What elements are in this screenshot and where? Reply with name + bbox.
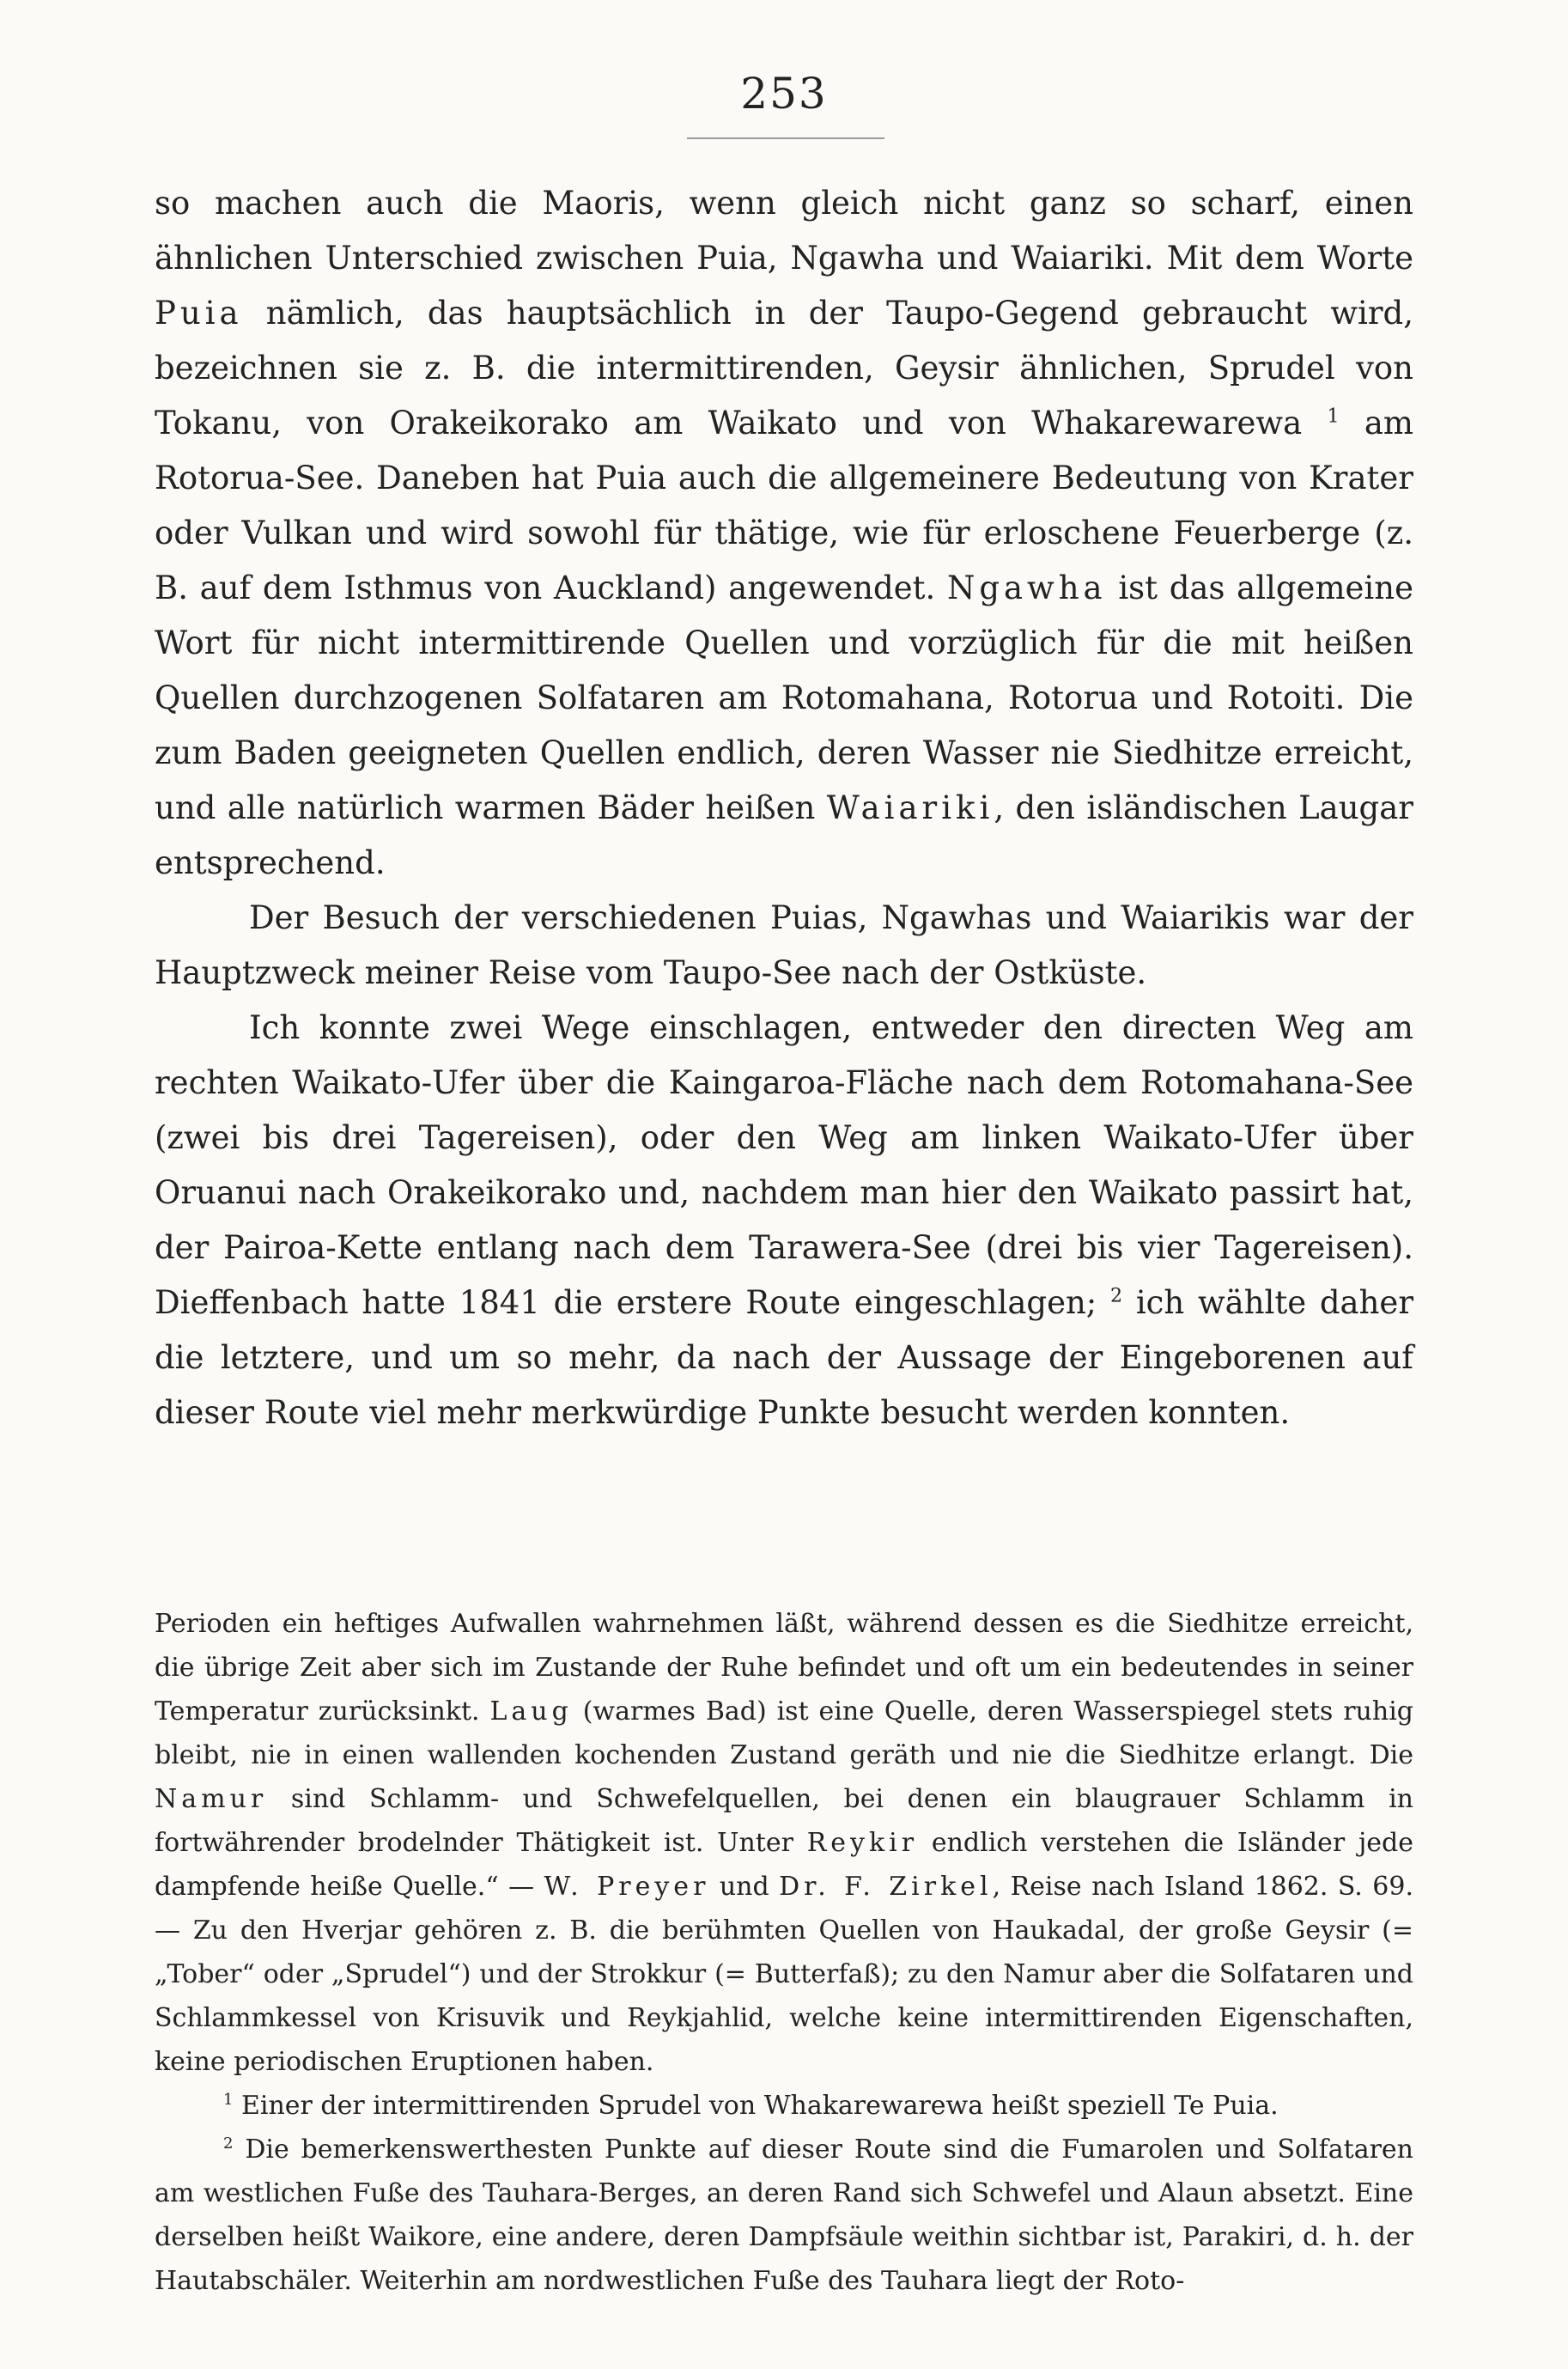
footnote-continuation: Perioden ein heftiges Aufwallen wahrnehmen läßt, während dessen es die Siedhitze erreicht, die übrige Zeit aber sich im Zustande der Ruhe befindet und oft um ein bedeutendes in seiner Temperatur zurücksinkt. Laug (warmes Bad) ist eine Quelle, deren Wasserspiegel stets ruhig bleibt, nie in einen wallenden kochenden Zustand geräth und nie die Siedhitze erlangt. Die Namur sind Schlamm- und Schwefelquellen, bei denen ein blaugrauer Schlamm in fortwährender brodelnder Thätigkeit ist. Unter Reykir endlich verstehen die Isländer jede dampfende heiße Quelle.“ — W. Preyer und Dr. F. Zirkel, Reise nach Island 1862. S. 69. — Zu den Hverjar gehören z. B. die berühmten Quellen von Haukadal, der große Geysir (= „Tober“ oder „Sprudel“) und der Strokkur (= Butterfaß); zu den Namur aber die Solfataren und Schlammkessel von Krisuvik und Reykjahlid, welche keine intermittirenden Eigenschaften, keine periodischen Eruptionen haben.: [155, 1609, 1413, 2077]
page-number: 253: [740, 69, 828, 119]
footnote-ref-2: 2: [1110, 1284, 1123, 1307]
paragraph-3: Ich konnte zwei Wege einschlagen, entweder den directen Weg am rechten Waikato-Ufer über die Kaingaroa-Fläche nach dem Rotomahana-See (zwei bis drei Tagereisen), oder den Weg am linken Waikato-Ufer über Oruanui nach Orakeikorako und, nachdem man hier den Waikato passirt hat, der Pairoa-Kette entlang nach dem Tarawera-See (drei bis vier Tagereisen). Dieffenbach hatte 1841 die erstere Route eingeschlagen; $^2$ ich wählte daher die letztere, und um so mehr, da nach der Aussage der Eingeborenen auf dieser Route viel mehr merkwürdige Punkte besucht werden konnten.: [155, 1009, 1414, 1431]
footnote-2: $^2$ Die bemerkenswerthesten Punkte auf dieser Route sind die Fumarolen und Solfataren am westlichen Fuße des Tauhara-Berges, an deren Rand sich Schwefel und Alaun absetzt. Eine derselben heißt Waikore, eine andere, deren Dampfsäule weithin sichtbar ist, Parakiri, d. h. der Hautabschäler. Weiterhin am nordwestlichen Fuße des Tauhara liegt der Roto-: [155, 2135, 1413, 2296]
paragraph-1: so machen auch die Maoris, wenn gleich nicht ganz so scharf, einen ähnlichen Unterschied zwischen Puia, Ngawha und Waiariki. Mit dem Worte Puia nämlich, das hauptsächlich in der Taupo-Gegend gebraucht wird, bezeichnen sie z. B. die intermittirenden, Geysir ähnlichen, Sprudel von Tokanu, von Orakeikorako am Waikato und von Whakarewarewa $^1$ am Rotorua-See. Daneben hat Puia auch die allgemeinere Bedeutung von Krater oder Vulkan und wird sowohl für thätige, wie für erloschene Feuerberge (z. B. auf dem Isthmus von Auckland) angewendet. Ngawha ist das allgemeine Wort für nicht intermittirende Quellen und vorzüglich für die mit heißen Quellen durchzogenen Solfataren am Rotomahana, Rotorua und Rotoiti. Die zum Baden geeigneten Quellen endlich, deren Wasser nie Siedhitze erreicht, und alle natürlich warmen Bäder heißen Waiariki, den isländischen Laugar entsprechend.: [155, 185, 1414, 881]
paragraph-2: Der Besuch der verschiedenen Puias, Ngawhas und Waiarikis war der Hauptzweck meiner Reise vom Taupo-See nach der Ostküste.: [155, 899, 1413, 991]
footnote-ref-1: 1: [1327, 405, 1340, 428]
footnotes: [155, 1602, 1413, 2303]
footnote-1: $^1$ Einer der intermittirenden Sprudel von Whakarewarewa heißt speziell Te Puia.: [223, 2091, 1279, 2121]
main-text: [155, 176, 1413, 1440]
header-rule: [687, 137, 884, 139]
